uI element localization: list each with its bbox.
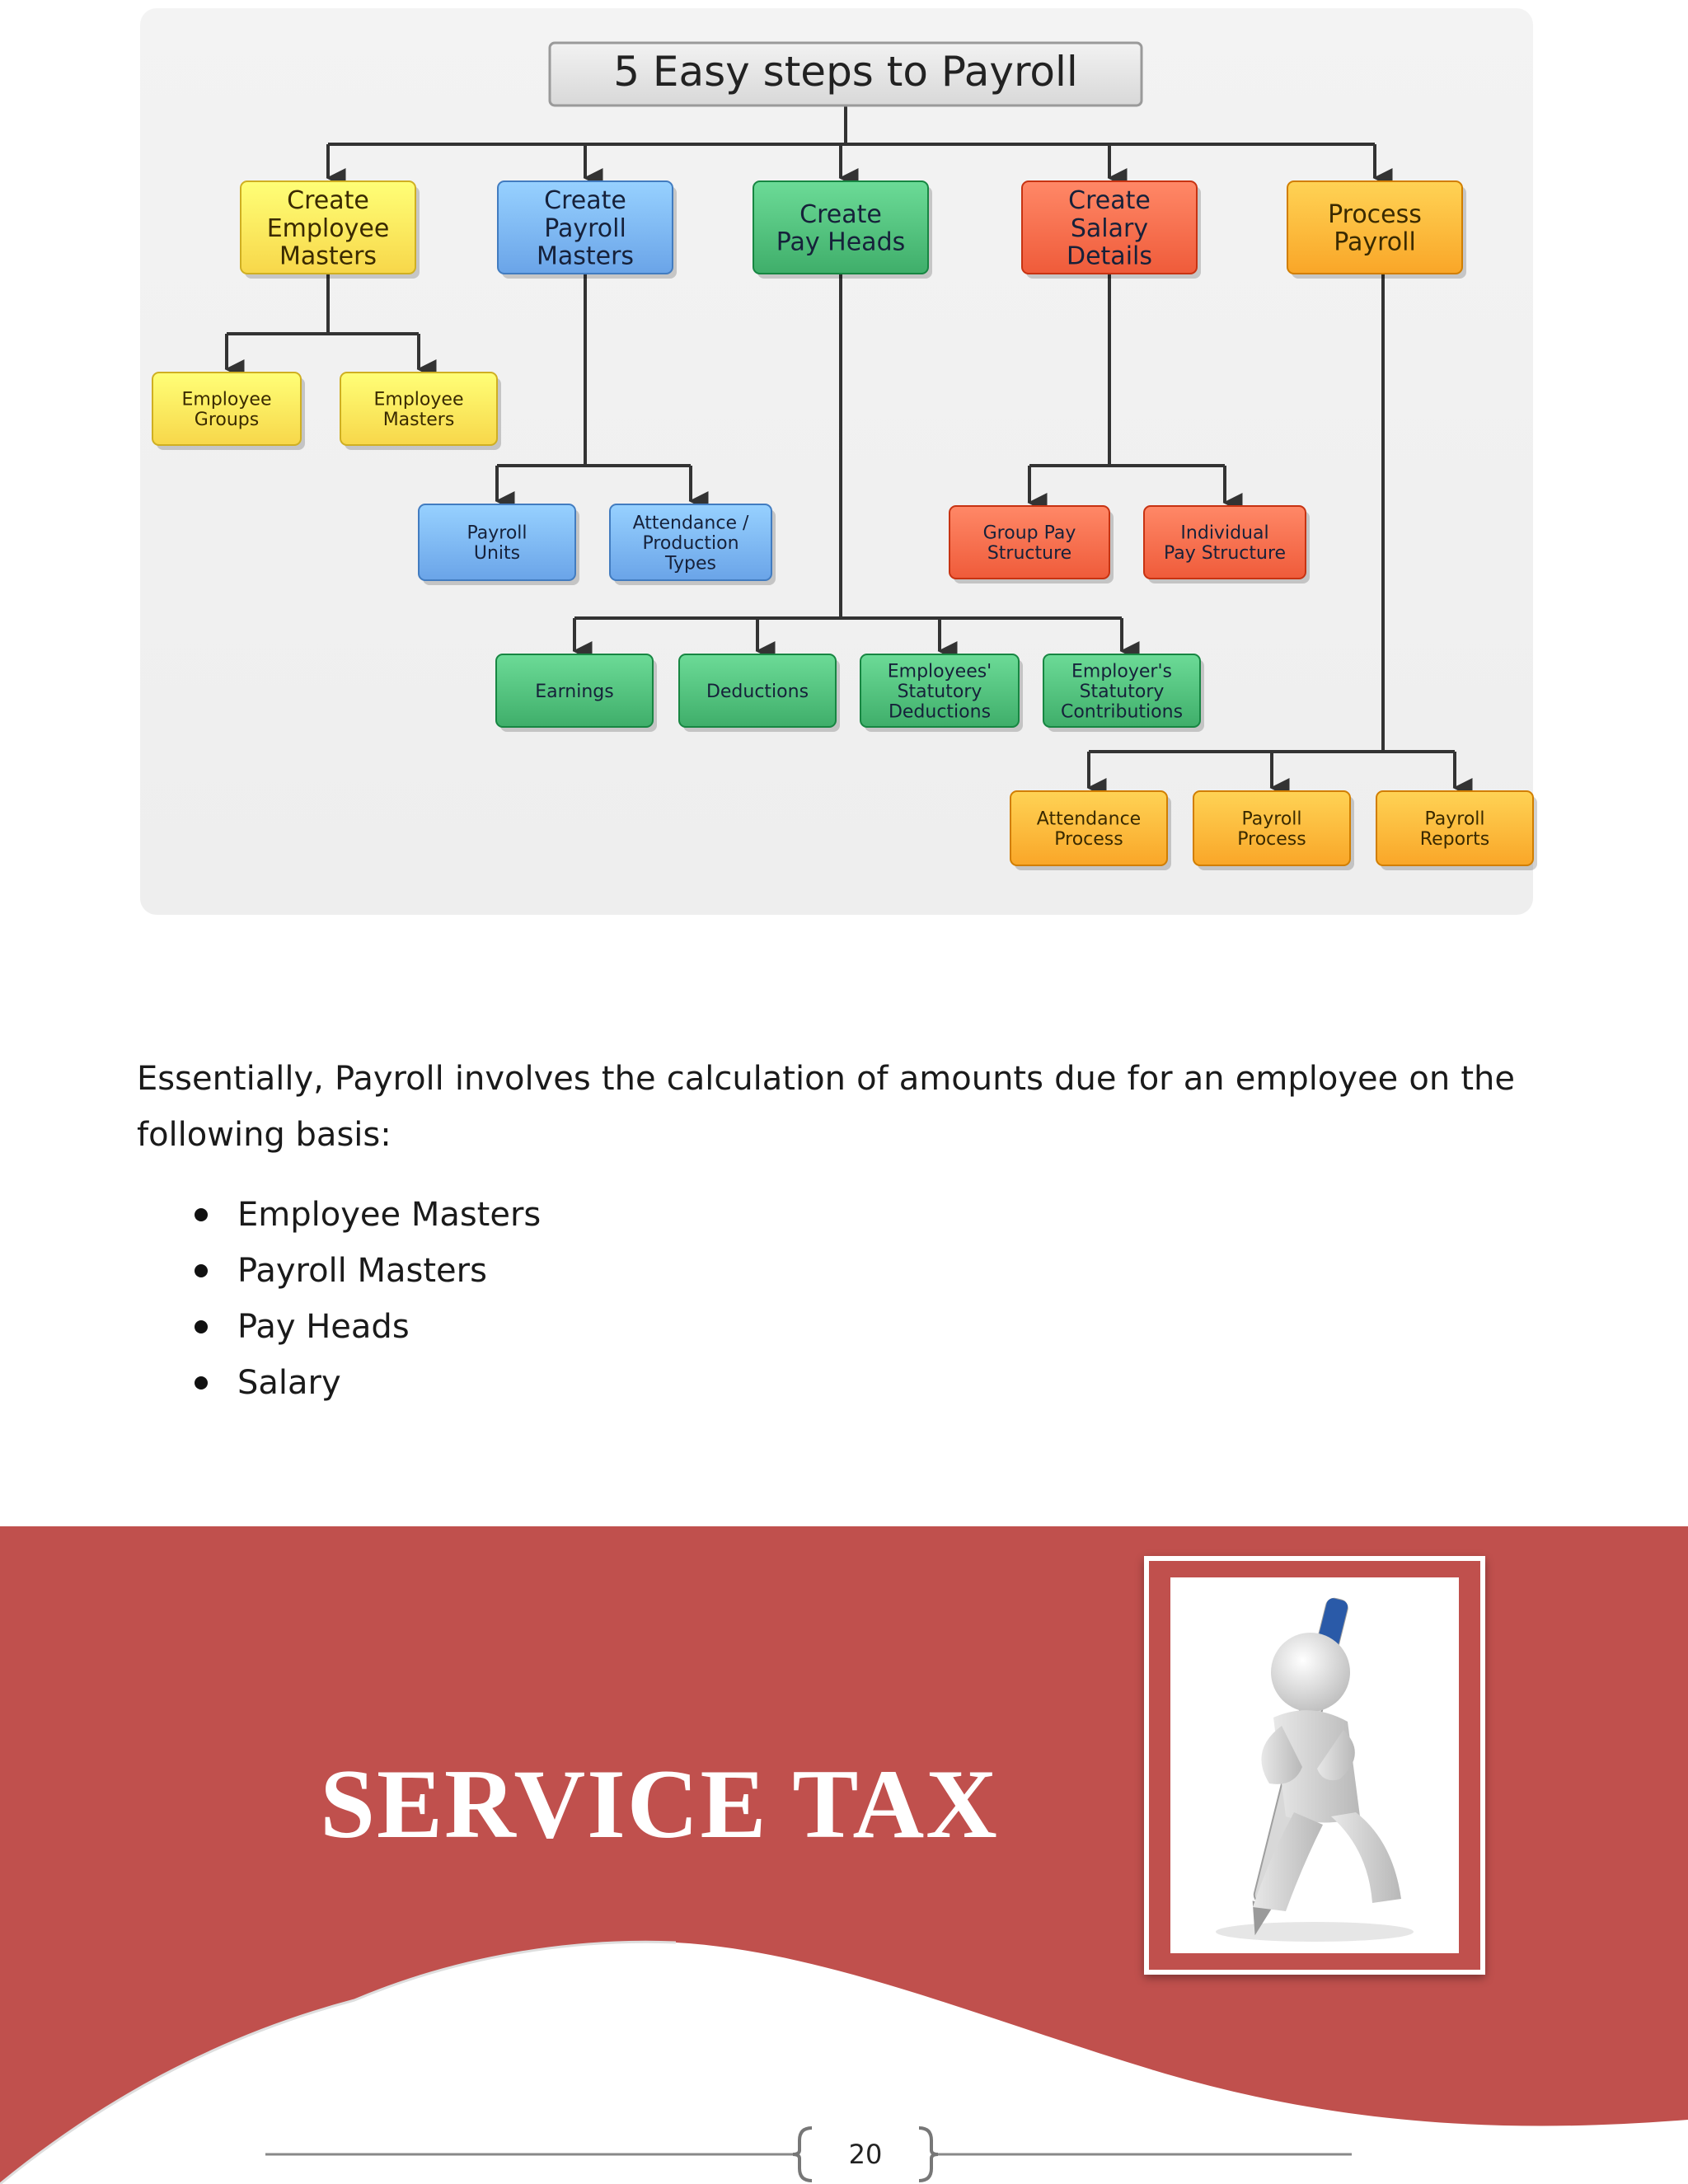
node-label-line: Structure bbox=[987, 543, 1072, 565]
sub-node bbox=[679, 654, 840, 732]
bullet-icon bbox=[195, 1264, 208, 1277]
node-label-line: Production bbox=[642, 532, 739, 554]
node-label-line: Groups bbox=[194, 410, 260, 431]
sub-node bbox=[860, 654, 1023, 732]
node-label-line: Process bbox=[1237, 829, 1306, 851]
node-label-line: Types bbox=[665, 553, 716, 574]
sub-node bbox=[1193, 791, 1354, 870]
node-label-line: Reports bbox=[1419, 829, 1490, 851]
sub-node bbox=[1010, 791, 1171, 870]
basis-list bbox=[165, 1187, 541, 1411]
step-node bbox=[1287, 181, 1466, 279]
step-node bbox=[498, 181, 677, 279]
node-label-line: Group Pay bbox=[982, 523, 1076, 544]
node-label-line: Payroll bbox=[467, 523, 528, 544]
node-label-line: Individual bbox=[1180, 523, 1269, 544]
node-label-line: Statutory bbox=[897, 681, 982, 702]
node-label-line: Employee bbox=[373, 389, 464, 410]
list-item-label: Employee Masters bbox=[237, 1196, 542, 1234]
sub-node bbox=[1043, 654, 1204, 732]
node-label-line: Masters bbox=[536, 241, 635, 271]
sub-node bbox=[340, 373, 501, 450]
node-label-line: Earnings bbox=[535, 681, 614, 702]
node-label-line: Create bbox=[544, 186, 626, 216]
node-label-line: Process bbox=[1054, 829, 1123, 851]
list-item bbox=[165, 1243, 541, 1299]
illustration bbox=[1170, 1577, 1459, 1953]
node-label-line: Attendance / bbox=[632, 513, 749, 534]
step-node bbox=[1022, 181, 1201, 279]
bullet-icon bbox=[195, 1208, 208, 1221]
node-label-line: Units bbox=[473, 543, 521, 565]
step-node bbox=[241, 181, 420, 279]
sub-node bbox=[1144, 506, 1310, 583]
node-label-line: Contributions bbox=[1060, 701, 1184, 723]
node-label-line: Salary bbox=[1070, 213, 1149, 243]
node-label-line: Details bbox=[1066, 241, 1153, 271]
node-label-line: Create bbox=[1068, 186, 1151, 216]
node-label-line: Deductions bbox=[706, 681, 809, 702]
sub-node bbox=[496, 654, 657, 732]
bullet-icon bbox=[195, 1376, 208, 1390]
sub-node bbox=[610, 504, 776, 585]
node-label-line: Masters bbox=[279, 241, 377, 271]
node-label-line: Pay Structure bbox=[1163, 543, 1287, 565]
page-number: 20 bbox=[848, 2139, 883, 2170]
list-item bbox=[165, 1187, 541, 1243]
node-label-line: Employees' bbox=[887, 661, 992, 682]
node-label-line: Employee bbox=[266, 213, 390, 243]
bullet-icon bbox=[195, 1320, 208, 1333]
sub-node bbox=[950, 506, 1114, 583]
payroll-flowchart bbox=[0, 0, 1688, 931]
node-label-line: Create bbox=[799, 200, 882, 229]
node-label-line: Create bbox=[287, 186, 369, 216]
sub-node bbox=[419, 504, 579, 585]
node-label-line: Employer's bbox=[1071, 661, 1172, 682]
sub-node bbox=[152, 373, 305, 450]
list-item bbox=[165, 1355, 541, 1411]
list-item-label: Payroll Masters bbox=[237, 1252, 487, 1290]
illustration-frame bbox=[1144, 1556, 1485, 1975]
node-label-line: Attendance bbox=[1036, 808, 1142, 830]
banner-title: SERVICE TAX bbox=[320, 1749, 999, 1858]
body-paragraph: Essentially, Payroll involves the calculation of amounts due for an employee on the following basis: bbox=[137, 1060, 1515, 1154]
list-item-label: Pay Heads bbox=[237, 1308, 410, 1346]
node-label-line: Payroll bbox=[1241, 808, 1302, 830]
node-label-line: Employee bbox=[181, 389, 272, 410]
node-label-line: Payroll bbox=[544, 213, 626, 243]
list-item bbox=[165, 1299, 541, 1355]
diagram-title: 5 Easy steps to Payroll bbox=[613, 48, 1078, 96]
node-label-line: Masters bbox=[382, 410, 455, 431]
step-node bbox=[753, 181, 932, 279]
node-label-line: Payroll bbox=[1334, 227, 1416, 257]
node-label-line: Process bbox=[1328, 200, 1422, 229]
figure-with-pen-icon bbox=[1170, 1577, 1459, 1953]
node-label-line: Payroll bbox=[1424, 808, 1485, 830]
diagram-title-box bbox=[550, 43, 1142, 105]
node-label-line: Pay Heads bbox=[776, 227, 906, 257]
sub-node bbox=[1376, 791, 1537, 870]
node-label-line: Statutory bbox=[1079, 681, 1165, 702]
list-item-label: Salary bbox=[237, 1364, 341, 1402]
node-label-line: Deductions bbox=[888, 701, 992, 723]
